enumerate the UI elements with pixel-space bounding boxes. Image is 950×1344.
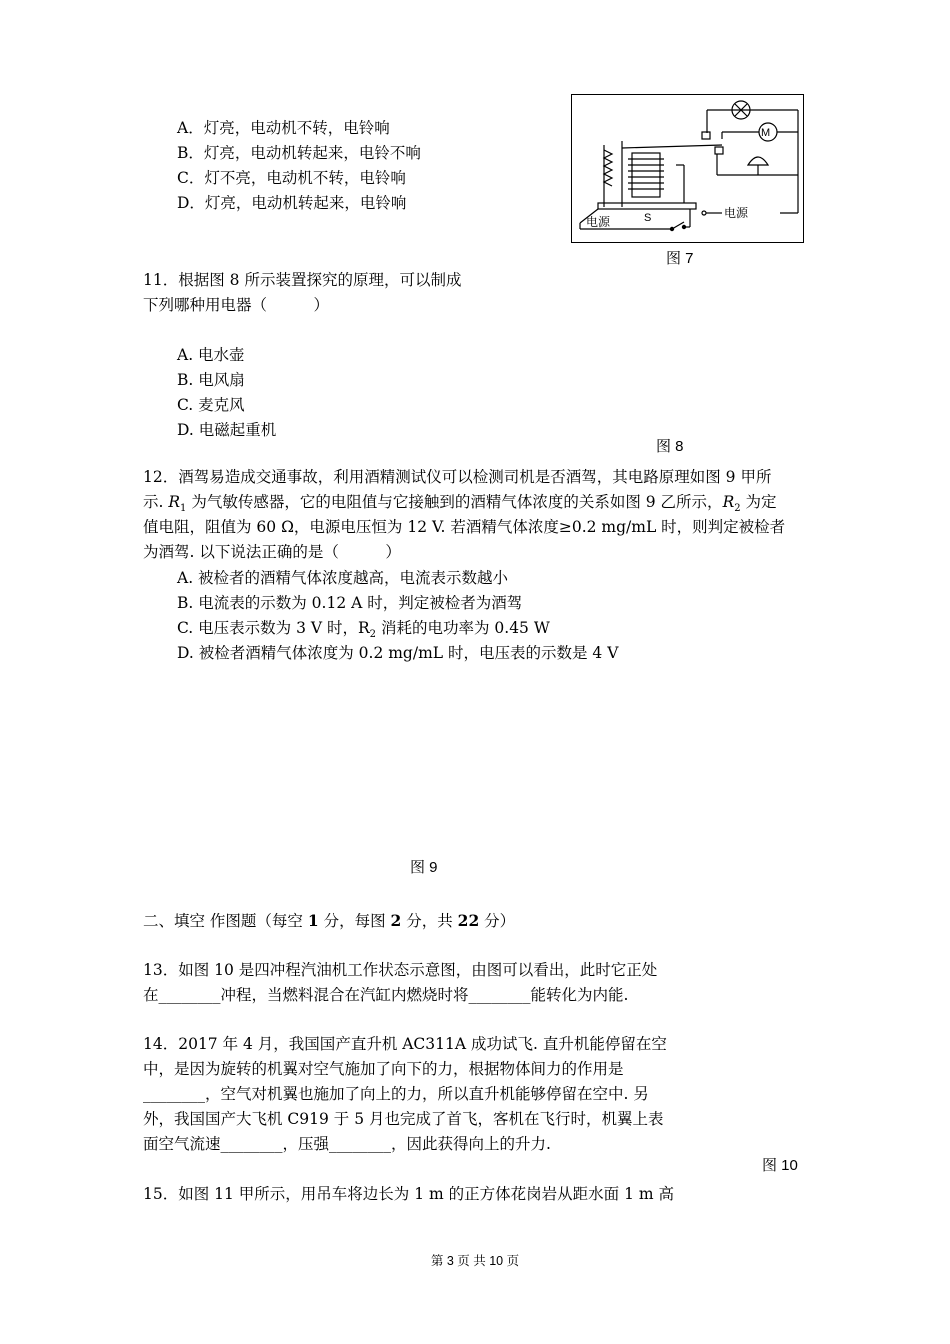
section-2-heading bbox=[143, 908, 515, 934]
q14-line4: 外，我国国产大飞机 C919 于 5 月也完成了首飞，客机在飞行时，机翼上表 bbox=[143, 1110, 664, 1128]
q12-text: 为定 bbox=[740, 493, 777, 511]
q12-option-b: B. 电流表的示数为 0.12 A 时，判定被检者为酒驾 bbox=[177, 594, 523, 612]
points-per-figure: 2 bbox=[390, 911, 402, 930]
q12-stem-line1: 12．酒驾易造成交通事故，利用酒精测试仪可以检测司机是否酒驾，其电路原理如图 9 甲所 bbox=[143, 468, 772, 486]
q12-stem-line3: 值电阻，阻值为 60 Ω，电源电压恒为 12 V. 若酒精气体浓度≥0.2 mg/mL 时，则判定被检者 bbox=[143, 518, 786, 536]
q12-stem-line4: 为酒驾. 以下说法正确的是（ ） bbox=[143, 543, 401, 561]
section-heading-text: 二、填空 作图题（每空 bbox=[143, 912, 308, 930]
q15-line1: 15．如图 11 甲所示，用吊车将边长为 1 m 的正方体花岗岩从距水面 1 m 高 bbox=[143, 1185, 674, 1203]
q13-line1: 13．如图 10 是四冲程汽油机工作状态示意图，由图可以看出，此时它正处 bbox=[143, 961, 658, 979]
figure-10-caption: 图 10 bbox=[762, 1157, 798, 1174]
q13-line2: 在________冲程，当燃料混合在汽缸内燃烧时将________能转化为内能. bbox=[143, 986, 629, 1004]
r2-subscript: 2 bbox=[369, 629, 377, 641]
q12-text: 示. bbox=[143, 493, 169, 511]
q12-option-c-text: 消耗的电功率为 0.45 W bbox=[376, 619, 550, 637]
total-points: 22 bbox=[457, 911, 480, 930]
q10-option-a: A．灯亮，电动机不转，电铃响 bbox=[177, 119, 390, 137]
q12-option-d: D. 被检者酒精气体浓度为 0.2 mg/mL 时，电压表的示数是 4 V bbox=[177, 644, 619, 662]
q11-stem-line2: 下列哪种用电器（ ） bbox=[143, 296, 330, 314]
q12-option-c-text: C. 电压表示数为 3 V 时，R bbox=[177, 619, 370, 637]
q11-stem-line1: 11．根据图 8 所示装置探究的原理，可以制成 bbox=[143, 271, 462, 289]
q14-line5: 面空气流速________，压强________，因此获得向上的升力. bbox=[143, 1135, 551, 1153]
r1-subscript: 1 bbox=[180, 503, 187, 515]
section-heading-text: 分） bbox=[479, 912, 516, 930]
q11-option-a: A. 电水壶 bbox=[177, 346, 245, 364]
q14-line3: ________，空气对机翼也施加了向上的力，所以直升机能够停留在空中. 另 bbox=[143, 1085, 649, 1103]
switch-label: S bbox=[644, 212, 652, 224]
figure-8-caption: 图 8 bbox=[656, 438, 684, 455]
q14-line1: 14．2017 年 4 月，我国国产直升机 AC311A 成功试飞. 直升机能停留在空 bbox=[143, 1035, 667, 1053]
q12-option-a: A. 被检者的酒精气体浓度越高，电流表示数越小 bbox=[177, 569, 509, 587]
q14-line2: 中，是因为旋转的机翼对空气施加了向下的力，根据物体间力的作用是 bbox=[143, 1060, 624, 1078]
q11-option-d: D. 电磁起重机 bbox=[177, 421, 277, 439]
section-heading-text: 分，每图 bbox=[318, 912, 391, 930]
motor-label: M bbox=[761, 127, 771, 139]
q11-option-b: B. 电风扇 bbox=[177, 371, 245, 389]
r2-subscript: 2 bbox=[734, 503, 741, 515]
q10-option-b: B．灯亮，电动机转起来，电铃不响 bbox=[177, 144, 421, 162]
q10-option-c: C．灯不亮，电动机不转，电铃响 bbox=[177, 169, 406, 187]
figure-7-drawing bbox=[572, 95, 803, 242]
power-label-left: 电源 bbox=[586, 215, 611, 229]
r2-symbol: R bbox=[722, 493, 735, 511]
power-label-right: 电源 bbox=[724, 206, 749, 220]
figure-7-caption: 图 7 bbox=[666, 250, 694, 267]
q11-option-c: C. 麦克风 bbox=[177, 396, 245, 414]
page-footer: 第 3 页 共 10 页 bbox=[430, 1254, 520, 1268]
q10-option-d: D．灯亮，电动机转起来，电铃响 bbox=[177, 194, 407, 212]
q12-text: 为气敏传感器，它的电阻值与它接触到的酒精气体浓度的关系如图 9 乙所示， bbox=[186, 493, 723, 511]
figure-7-relay-circuit bbox=[571, 94, 804, 243]
figure-9-caption: 图 9 bbox=[410, 859, 438, 876]
points-per-blank: 1 bbox=[307, 911, 319, 930]
r1-symbol: R bbox=[168, 493, 181, 511]
section-heading-text: 分，共 bbox=[401, 912, 458, 930]
